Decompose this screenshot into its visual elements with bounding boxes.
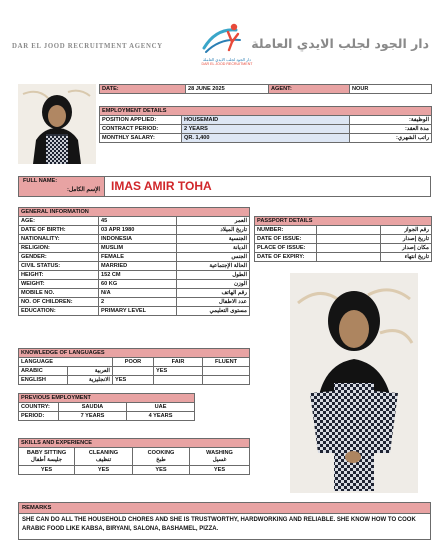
employment-label: POSITION APPLIED: — [100, 116, 182, 125]
general-value: 152 CM — [99, 271, 177, 280]
general-label-ar: الجنس — [177, 253, 250, 262]
languages-title: KNOWLEDGE OF LANGUAGES — [19, 349, 250, 358]
general-label-ar: عدد الاطفال — [177, 298, 250, 307]
agent-value: NOUR — [350, 85, 432, 94]
general-label: WEIGHT: — [19, 280, 99, 289]
passport-value — [317, 244, 381, 253]
country-value: UAE — [127, 403, 195, 412]
general-label: RELIGION: — [19, 244, 99, 253]
general-label: NATIONALITY: — [19, 235, 99, 244]
skills-title: SKILLS AND EXPERIENCE — [19, 439, 250, 448]
passport-label-ar: مكان إصدار — [381, 244, 432, 253]
general-label-ar: الجنسية — [177, 235, 250, 244]
employment-row — [100, 125, 432, 134]
country-value: SAUDIA — [59, 403, 127, 412]
passport-row — [255, 235, 432, 244]
passport-label: DATE OF EXPIRY: — [255, 253, 317, 262]
agent-label: AGENT: — [269, 85, 350, 94]
full-name-label-cell — [19, 177, 105, 196]
logo-caption-en: DAR EL JOOD RECRUITMENT — [201, 62, 253, 66]
skill-washing — [190, 448, 250, 466]
general-value: PRIMARY LEVEL — [99, 307, 177, 316]
general-label-ar: مستوى التعليمي — [177, 307, 250, 316]
applicant-photo-small — [18, 84, 96, 164]
previous-period-row — [19, 412, 195, 421]
general-row — [19, 298, 250, 307]
employment-row — [100, 116, 432, 125]
language-poor — [113, 367, 154, 376]
previous-country-row — [19, 403, 195, 412]
remarks-box — [18, 502, 431, 540]
general-label: GENDER: — [19, 253, 99, 262]
passport-value — [317, 235, 381, 244]
passport-label: PLACE OF ISSUE: — [255, 244, 317, 253]
language-name-ar: الانجليزية — [68, 376, 113, 385]
general-information — [18, 207, 250, 316]
employment-value: HOUSEMAID — [182, 116, 350, 125]
languages-table — [18, 348, 250, 385]
info-bar — [99, 84, 432, 94]
general-value: INDONESIA — [99, 235, 177, 244]
skill-label-ar: جليسة أطفال — [30, 457, 63, 463]
previous-employment — [18, 393, 195, 421]
period-value: 4 YEARS — [127, 412, 195, 421]
general-label: EDUCATION: — [19, 307, 99, 316]
general-title: GENERAL INFORMATION — [19, 208, 250, 217]
general-label-ar: تاريخ الميلاد — [177, 226, 250, 235]
general-label-ar: الطول — [177, 271, 250, 280]
general-value: 60 KG — [99, 280, 177, 289]
logo-caption-ar: دار الجود لجلب الايدي العاملة — [203, 57, 251, 62]
general-label: HEIGHT: — [19, 271, 99, 280]
employment-value: QR. 1,400 — [182, 134, 350, 143]
language-fluent — [203, 376, 250, 385]
full-name-label: FULL NAME: — [23, 178, 58, 184]
languages-col-fluent: FLUENT — [203, 358, 250, 367]
general-row — [19, 253, 250, 262]
languages-header-row — [19, 358, 250, 367]
skill-cleaning — [75, 448, 133, 466]
languages-col-fair: FAIR — [154, 358, 203, 367]
general-row — [19, 217, 250, 226]
general-row — [19, 262, 250, 271]
general-value: FEMALE — [99, 253, 177, 262]
employment-label: MONTHLY SALARY: — [100, 134, 182, 143]
general-label-ar: الوزن — [177, 280, 250, 289]
remarks-text: SHE CAN DO ALL THE HOUSEHOLD CHORES AND SHE IS TRUSTWORTHY, HARDWORKING AND RELIABLE. SHE KNOW HOW TO COOK ARABIC FOOD LIKE KABSA, BIRYANI, SALONA, BASHAMEL, PIZZA. — [22, 517, 416, 532]
period-label: PERIOD: — [19, 412, 59, 421]
general-value: 2 — [99, 298, 177, 307]
language-fluent — [203, 367, 250, 376]
general-value: MUSLIM — [99, 244, 177, 253]
employment-label: CONTRACT PERIOD: — [100, 125, 182, 134]
skills-value-row — [19, 466, 250, 475]
general-row — [19, 271, 250, 280]
general-label: MOBILE NO. — [19, 289, 99, 298]
general-label-ar: الحالة الإجتماعية — [177, 262, 250, 271]
passport-value — [317, 253, 381, 262]
passport-title: PASSPORT DETAILS — [255, 217, 432, 226]
skill-label: WASHING — [206, 450, 233, 456]
full-name-label-ar: الإسم الكامل: — [66, 187, 100, 193]
skills-label-row — [19, 448, 250, 466]
language-name: ARABIC — [19, 367, 68, 376]
general-row — [19, 244, 250, 253]
general-label-ar: رقم الهاتف — [177, 289, 250, 298]
passport-row — [255, 226, 432, 235]
general-value: MARRIED — [99, 262, 177, 271]
general-row — [19, 289, 250, 298]
previous-employment-title: PREVIOUS EMPLOYMENT — [19, 394, 195, 403]
agency-name-en: DAR EL JOOD RECRUITMENT AGENCY — [12, 43, 163, 50]
remarks-title: REMARKS — [19, 503, 430, 514]
passport-details — [254, 216, 432, 262]
language-name: ENGLISH — [19, 376, 68, 385]
general-row — [19, 280, 250, 289]
date-value: 28 JUNE 2025 — [186, 85, 269, 94]
country-label: COUNTRY: — [19, 403, 59, 412]
passport-label: DATE OF ISSUE: — [255, 235, 317, 244]
passport-label-ar: رقم الجواز — [381, 226, 432, 235]
general-label-ar: العمر — [177, 217, 250, 226]
skill-label: CLEANING — [88, 450, 119, 456]
language-row — [19, 376, 250, 385]
language-fair: YES — [154, 367, 203, 376]
skills-table — [18, 438, 250, 475]
skill-value: YES — [19, 466, 75, 475]
applicant-photo-full — [290, 273, 418, 493]
language-name-ar: العربية — [68, 367, 113, 376]
employment-row — [100, 134, 432, 143]
general-value: 45 — [99, 217, 177, 226]
skill-label: BABY SITTING — [26, 450, 67, 456]
language-poor: YES — [113, 376, 154, 385]
general-label: NO. OF CHILDREN: — [19, 298, 99, 307]
language-fair — [154, 376, 203, 385]
passport-row — [255, 253, 432, 262]
skill-value: YES — [75, 466, 133, 475]
passport-label-ar: تاريخ إصدار — [381, 235, 432, 244]
general-label: AGE: — [19, 217, 99, 226]
period-value: 7 YEARS — [59, 412, 127, 421]
languages-col-poor: POOR — [113, 358, 154, 367]
language-row — [19, 367, 250, 376]
general-value: N/A — [99, 289, 177, 298]
employment-value: 2 YEARS — [182, 125, 350, 134]
general-row — [19, 226, 250, 235]
date-label: DATE: — [100, 85, 186, 94]
skill-value: YES — [133, 466, 190, 475]
skill-label-ar: تنظيف — [95, 457, 112, 463]
skill-cooking — [133, 448, 190, 466]
general-label: DATE OF BIRTH: — [19, 226, 99, 235]
full-name-value: IMAS AMIR TOHA — [111, 179, 212, 193]
full-name-box — [18, 176, 431, 197]
skill-value: YES — [190, 466, 250, 475]
general-value: 03 APR 1980 — [99, 226, 177, 235]
skill-label-ar: غسيل — [212, 457, 227, 463]
passport-row — [255, 244, 432, 253]
skill-label: COOKING — [147, 450, 175, 456]
general-label: CIVIL STATUS: — [19, 262, 99, 271]
agency-name-ar: دار الجود لجلب الايدي العاملة — [251, 36, 429, 51]
skill-label-ar: طبخ — [156, 457, 166, 463]
passport-label: NUMBER: — [255, 226, 317, 235]
general-label-ar: الديانة — [177, 244, 250, 253]
languages-col-language: LANGUAGE — [19, 358, 113, 367]
skill-baby-sitting — [19, 448, 75, 466]
employment-details — [99, 106, 432, 143]
employment-label-ar: راتب الشهري: — [350, 134, 432, 143]
passport-value — [317, 226, 381, 235]
passport-label-ar: تاريخ انتهاء — [381, 253, 432, 262]
employment-label-ar: الوظيفة: — [350, 116, 432, 125]
employment-label-ar: مدة العقد: — [350, 125, 432, 134]
general-row — [19, 235, 250, 244]
employment-title: EMPLOYMENT DETAILS — [100, 107, 432, 116]
general-row — [19, 307, 250, 316]
